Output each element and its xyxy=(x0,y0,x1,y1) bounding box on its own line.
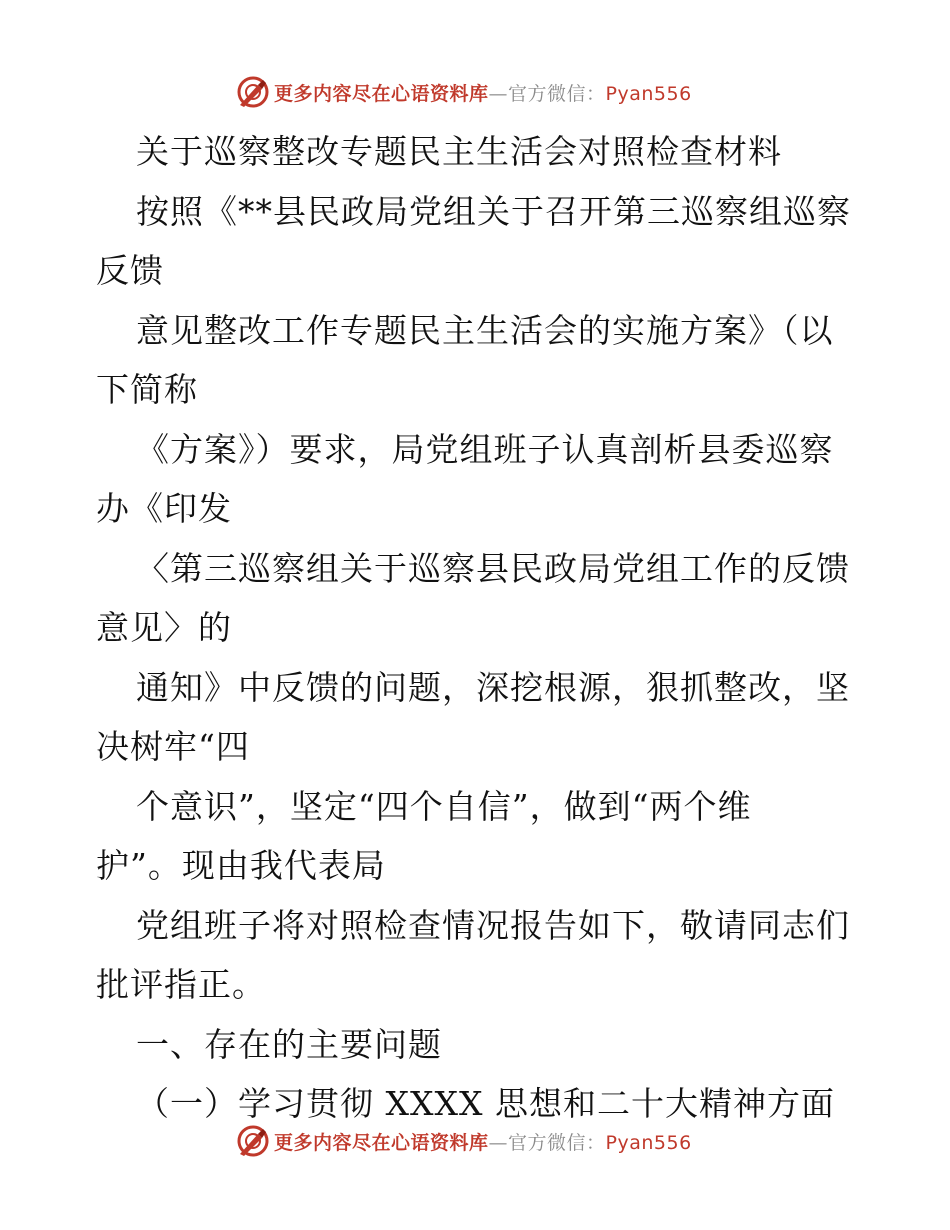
watermark-dash: — xyxy=(488,1131,509,1154)
paragraph-line: 护”。现由我代表局 xyxy=(96,846,386,885)
pen-logo-icon xyxy=(236,75,270,109)
paragraph-line: 〈第三巡察组关于巡察县民政局党组工作的反馈 xyxy=(136,548,850,588)
paragraph-line: 通知》中反馈的问题，深挖根源，狠抓整改，坚 xyxy=(136,667,850,707)
pen-logo-icon xyxy=(236,1124,270,1158)
watermark-wechat-id: Pyan556 xyxy=(605,1131,692,1154)
watermark-lead: 更多内容尽在心语资料库 xyxy=(274,1131,489,1154)
paragraph-line: 办《印发 xyxy=(96,489,232,528)
document-body xyxy=(96,122,856,1134)
watermark-banner-bottom xyxy=(236,1121,692,1161)
watermark-text xyxy=(274,1128,692,1155)
watermark-wechat-label: 官方微信： xyxy=(508,1131,606,1154)
watermark-wechat-label: 官方微信： xyxy=(508,82,606,105)
paragraph-line: 《方案》）要求，局党组班子认真剖析县委巡察 xyxy=(136,429,834,469)
paragraph-line: 意见整改工作专题民主生活会的实施方案》（以 xyxy=(136,310,834,350)
watermark-dash: — xyxy=(488,82,509,105)
watermark-lead: 更多内容尽在心语资料库 xyxy=(274,82,489,105)
paragraph-line: 决树牢“四 xyxy=(96,727,250,766)
paragraph-line: 反馈 xyxy=(96,251,164,290)
watermark-text xyxy=(274,79,692,106)
paragraph-line: 按照《**县民政局党组关于召开第三巡察组巡察 xyxy=(136,191,851,231)
watermark-banner-top xyxy=(236,72,692,112)
document-title: 关于巡察整改专题民主生活会对照检查材料 xyxy=(136,132,782,171)
paragraph-line: 下简称 xyxy=(96,370,198,409)
paragraph-line: 个意识”，坚定“四个自信”，做到“两个维 xyxy=(136,786,752,826)
section-heading: 一、存在的主要问题 xyxy=(136,1024,442,1064)
paragraph-line: 党组班子将对照检查情况报告如下，敬请同志们 xyxy=(136,905,850,945)
paragraph-line: 意见〉的 xyxy=(96,608,232,647)
watermark-wechat-id: Pyan556 xyxy=(605,82,692,105)
paragraph-line: 批评指正。 xyxy=(96,965,266,1004)
subsection-heading: （一）学习贯彻 XXXX 思想和二十大精神方面 xyxy=(136,1084,835,1123)
